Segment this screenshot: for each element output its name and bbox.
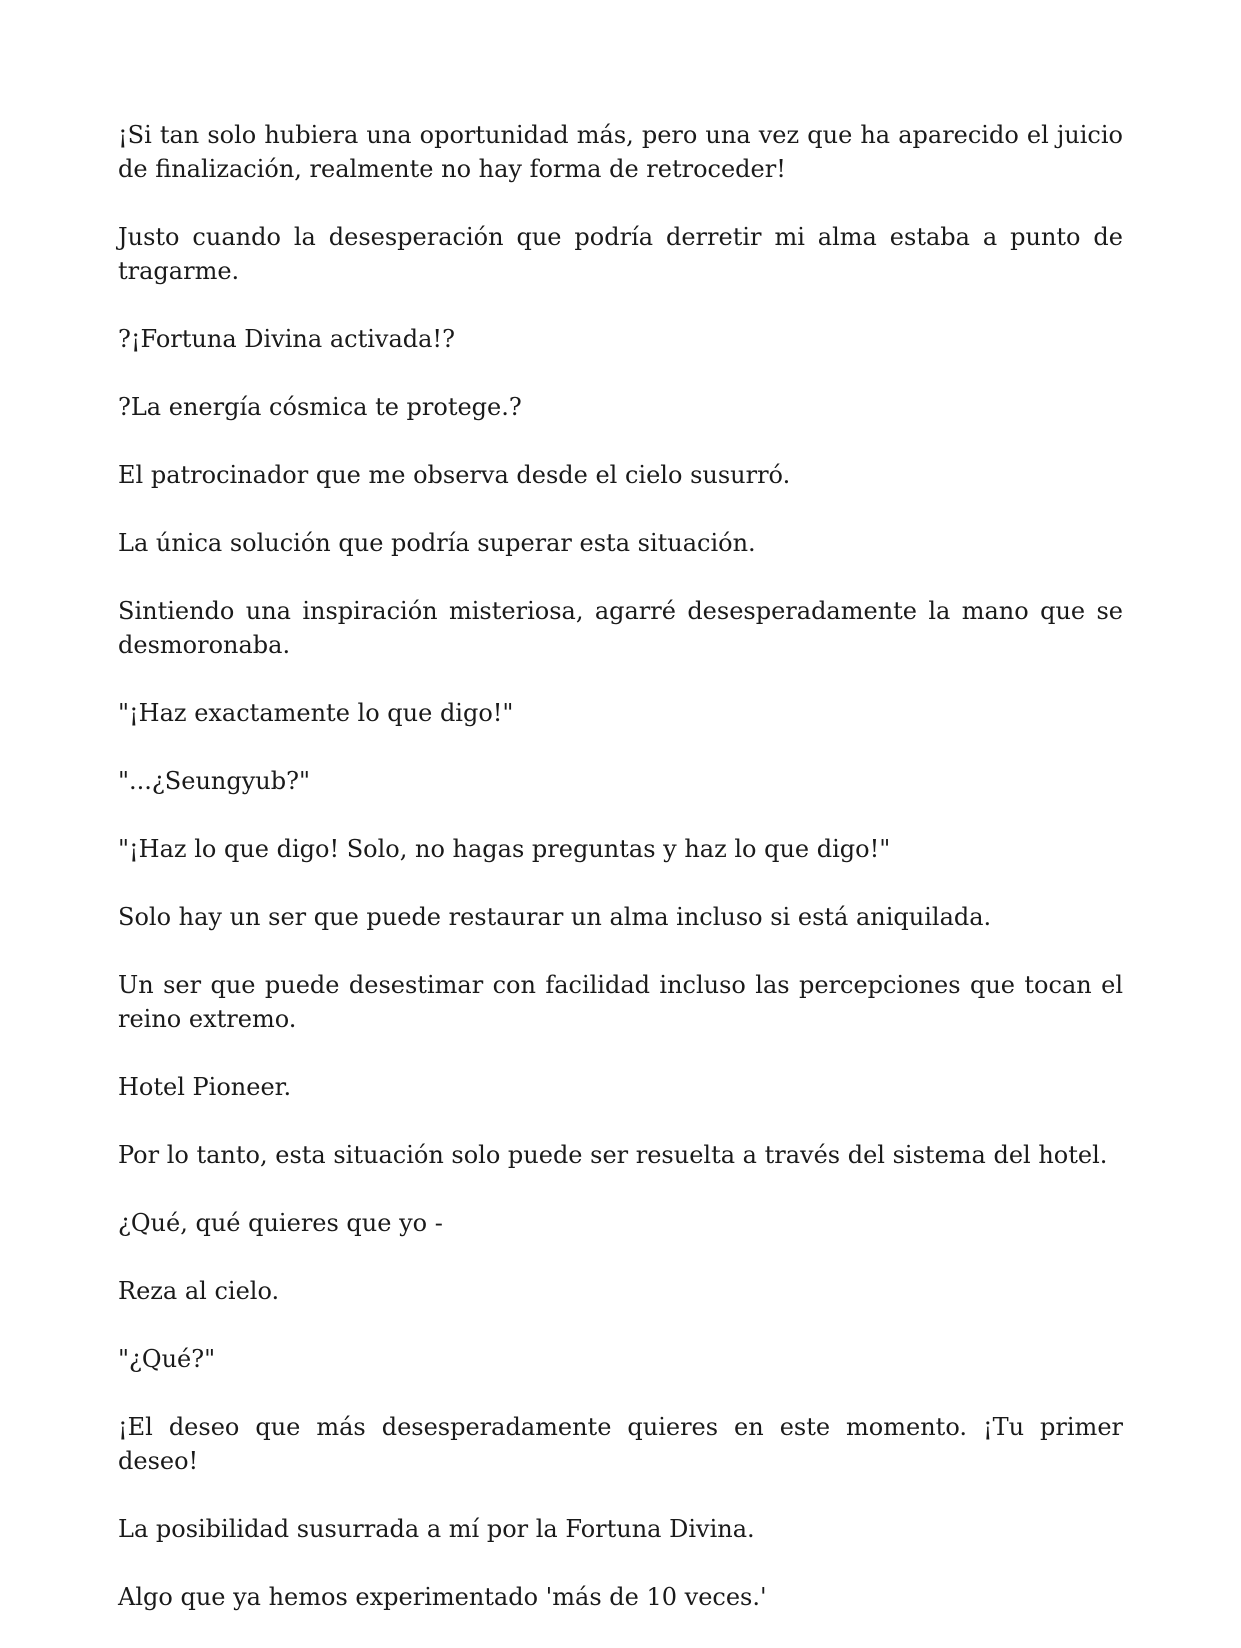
paragraph: Por lo tanto, esta situación solo puede ser resuelta a través del sistema del hotel. (118, 1141, 1108, 1169)
paragraph: Un ser que puede desestimar con facilidad incluso las percepciones que tocan el reino extremo. (118, 971, 1123, 1033)
paragraph: Solo hay un ser que puede restaurar un alma incluso si está aniquilada. (118, 903, 992, 931)
paragraph: "...¿Seungyub?" (118, 767, 310, 795)
paragraph: El patrocinador que me observa desde el cielo susurró. (118, 461, 791, 489)
document-body (118, 118, 1123, 1648)
paragraph: La única solución que podría superar esta situación. (118, 529, 756, 557)
paragraph: Algo que ya hemos experimentado 'más de 10 veces.' (118, 1583, 767, 1611)
paragraph: Justo cuando la desesperación que podría derretir mi alma estaba a punto de tragarme. (118, 223, 1123, 285)
paragraph: ¡Si tan solo hubiera una oportunidad más, pero una vez que ha aparecido el juicio de finalización, realmente no hay forma de retroceder! (118, 121, 1123, 183)
paragraph: Hotel Pioneer. (118, 1073, 292, 1101)
paragraph: ?¡Fortuna Divina activada!? (118, 325, 455, 353)
paragraph: ?La energía cósmica te protege.? (118, 393, 522, 421)
paragraph: La posibilidad susurrada a mí por la Fortuna Divina. (118, 1515, 755, 1543)
paragraph: Sintiendo una inspiración misteriosa, agarré desesperadamente la mano que se desmoronaba. (118, 597, 1123, 659)
paragraph: "¿Qué?" (118, 1345, 216, 1373)
paragraph: ¡El deseo que más desesperadamente quieres en este momento. ¡Tu primer deseo! (118, 1413, 1123, 1475)
paragraph: ¿Qué, qué quieres que yo - (118, 1209, 443, 1237)
paragraph: "¡Haz exactamente lo que digo!" (118, 699, 514, 727)
paragraph: Reza al cielo. (118, 1277, 280, 1305)
paragraph: "¡Haz lo que digo! Solo, no hagas preguntas y haz lo que digo!" (118, 835, 891, 863)
